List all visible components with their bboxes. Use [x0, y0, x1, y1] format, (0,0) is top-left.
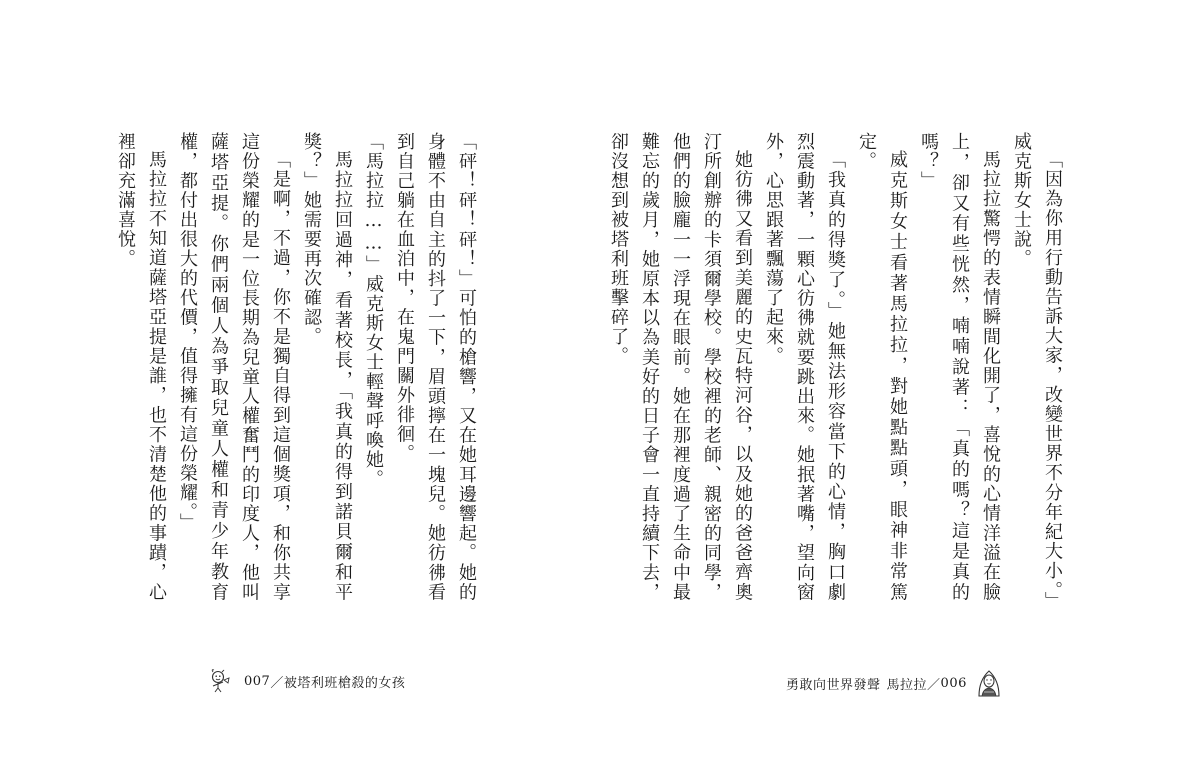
paragraph: 「是啊，不過，你不是獨自得到這個獎項，和你共享這份榮耀的是一位長期為兒童人權奮鬥的印度人，他叫薩塔亞提。你們兩個人為爭取兒童人權和青少年教育權，都付出很大的代價，值得擁有這份榮耀。」	[177, 132, 291, 602]
left-page-footer	[208, 668, 405, 694]
page-number: 006	[940, 675, 967, 691]
malala-portrait-icon	[975, 668, 1003, 698]
page-number: 007	[244, 673, 271, 689]
paragraph: 「因為你用行動告訴大家，改變世界不分年紀大小。」威克斯女士說。	[1011, 132, 1063, 602]
right-page-body	[608, 132, 1068, 602]
footer-separator: ／	[927, 677, 941, 693]
doodle-figure-icon	[208, 668, 234, 694]
right-page-footer	[786, 668, 1003, 698]
chapter-title: 被塔利班槍殺的女孩	[283, 675, 406, 691]
paragraph: 馬拉拉驚愕的表情瞬間化開了，喜悅的心情洋溢在臉上，卻又有些恍然，喃喃說著：「真的嗎？這是真的嗎？」	[918, 132, 1001, 602]
right-page	[596, 0, 1191, 769]
book-title: 勇敢向世界發聲	[786, 677, 881, 693]
paragraph: 她彷彿又看到美麗的史瓦特河谷，以及她的爸爸齊奧汀所創辦的卡須爾學校。學校裡的老師、親密的同學，他們的臉龐一一浮現在眼前。她在那裡度過了生命中最難忘的歲月，她原本以為美好的日子會一直持續下去，卻沒想到被塔利班擊碎了。	[608, 132, 753, 602]
left-page	[0, 0, 595, 769]
paragraph: 馬拉拉不知道薩塔亞提是誰，也不清楚他的事蹟，心裡卻充滿喜悅。	[115, 132, 167, 602]
subject-name: 馬拉拉	[886, 677, 928, 693]
paragraph: 「砰！砰！砰！」可怕的槍響，又在她耳邊響起。她的身體不由自主的抖了一下，眉頭擰在一塊兒。她彷彿看到自己躺在血泊中，在鬼門關外徘徊。	[394, 132, 477, 602]
paragraph: 「馬拉拉……」威克斯女士輕聲呼喚她。	[363, 132, 384, 489]
paragraph: 威克斯女士看著馬拉拉，對她點點頭，眼神非常篤定。	[856, 132, 908, 602]
paragraph: 馬拉拉回過神，看著校長，「我真的得到諾貝爾和平獎？」她需要再次確認。	[301, 132, 353, 602]
left-page-body	[115, 132, 482, 602]
paragraph: 「我真的得獎了。」她無法形容當下的心情，胸口劇烈震動著，一顆心彷彿就要跳出來。她抿著嘴，望向窗外，心思跟著飄蕩了起來。	[763, 132, 846, 602]
footer-separator: ／	[270, 675, 284, 691]
